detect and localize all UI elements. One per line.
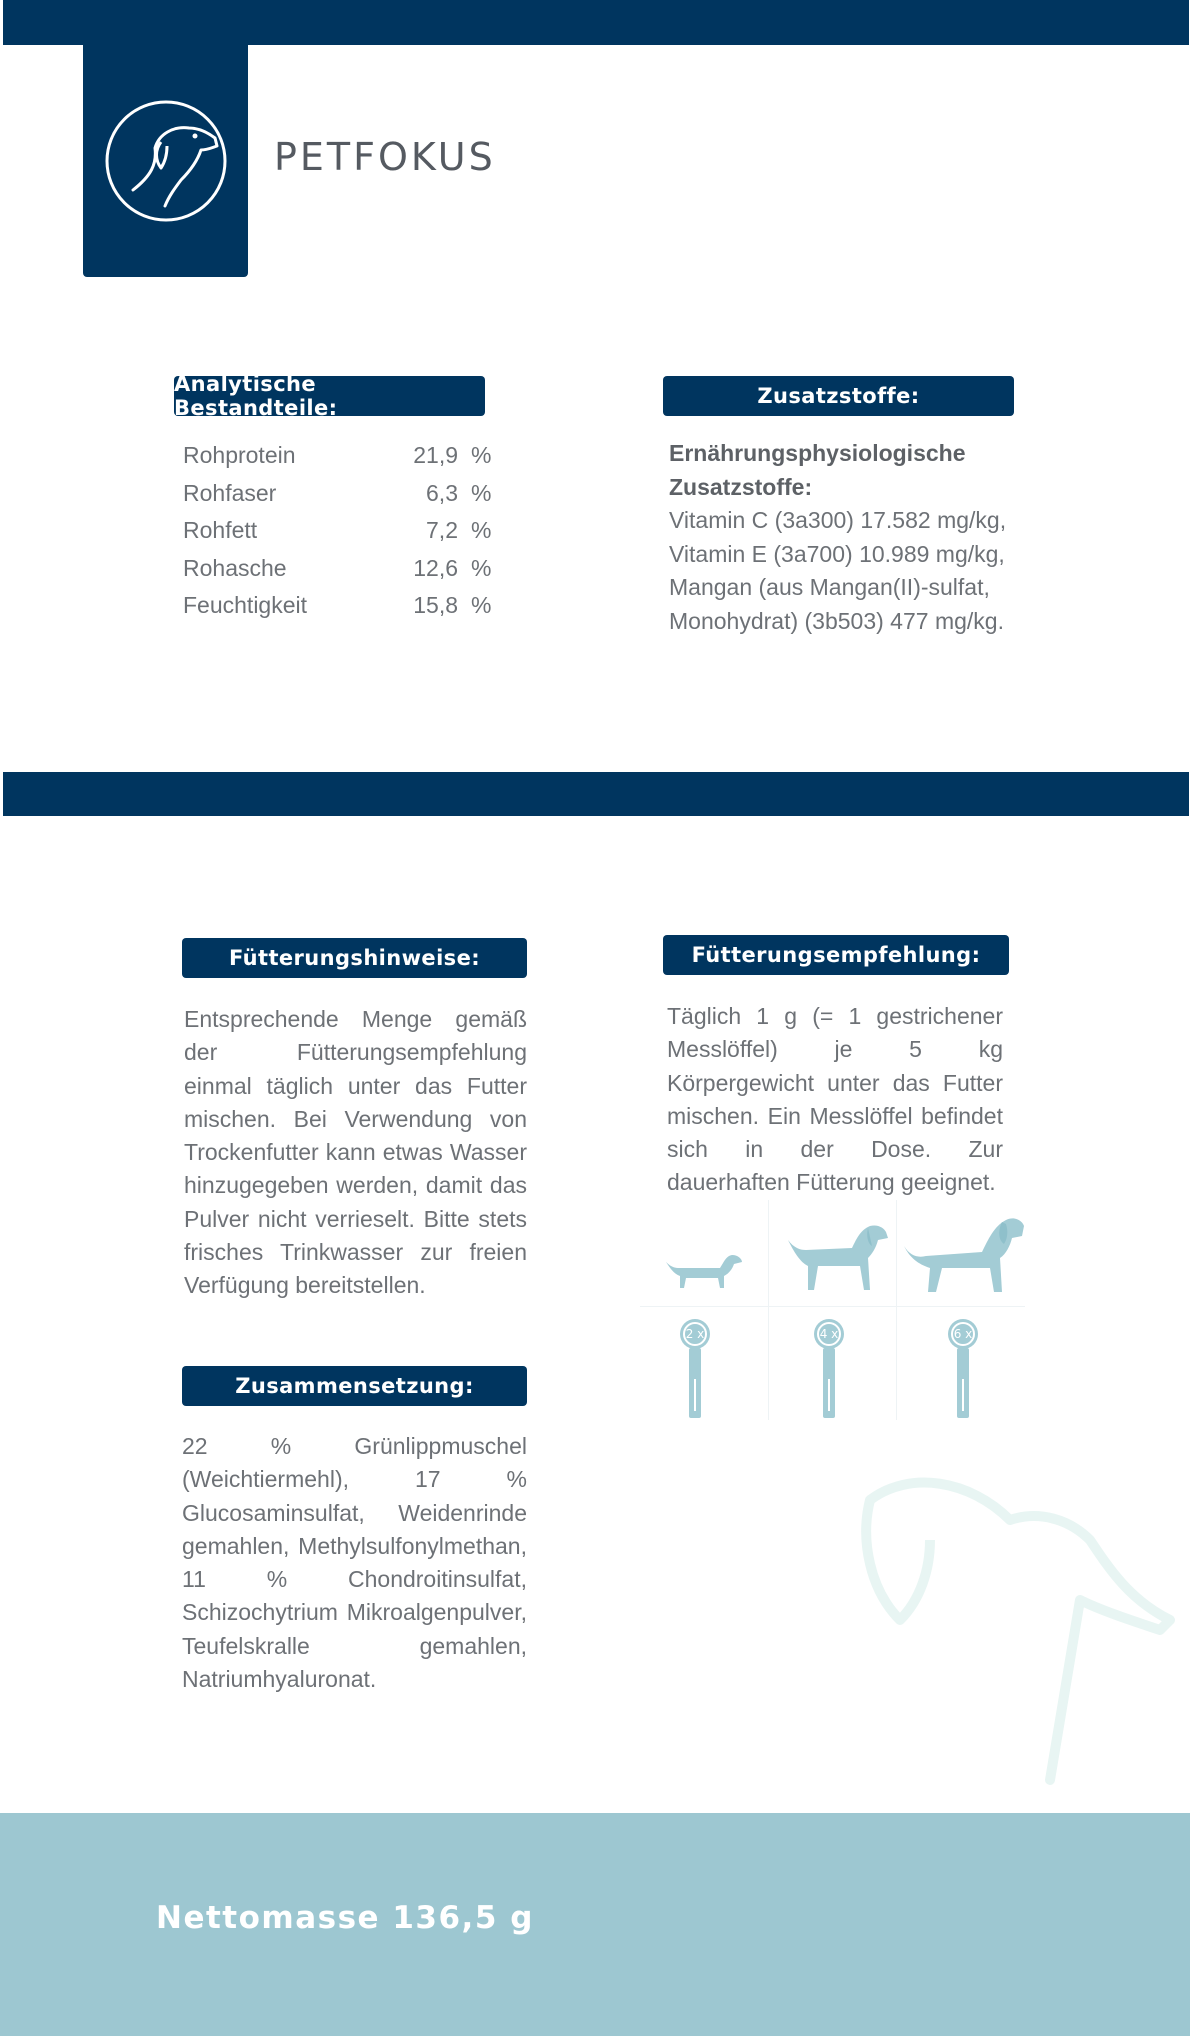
nutrient-value: 7,2	[426, 517, 458, 544]
composition-heading: Zusammensetzung:	[182, 1366, 527, 1406]
table-row	[183, 475, 503, 513]
analytical-heading: Analytische Bestandteile:	[174, 376, 485, 416]
nutrient-unit: %	[471, 592, 492, 619]
dose-label: 6 x	[953, 1327, 973, 1341]
table-row	[183, 587, 503, 625]
table-row	[183, 512, 503, 550]
feeding-recommendation-heading: Fütterungsempfehlung:	[663, 935, 1009, 975]
middle-band	[3, 772, 1189, 816]
nutrient-name: Rohfaser	[183, 479, 277, 506]
nutrient-unit: %	[471, 554, 492, 581]
additives-subheading: Ernährungsphysiologische Zusatzstoffe:	[669, 440, 966, 500]
composition-text: 22 % Grünlippmuschel (Weichtiermehl), 17 % Glucosaminsulfat, Weidenrinde gemahlen, Methylsulfonylmethan, 11 % Chondroitinsulfat, Schizochytrium Mikroalgenpulver, Teufelskralle gemahlen, Natriumhyaluronat.	[182, 1433, 527, 1693]
net-weight: Nettomasse 136,5 g	[156, 1900, 534, 1936]
nutrient-name: Rohprotein	[183, 442, 296, 469]
medium-dog-icon	[786, 1222, 890, 1294]
brand-name: PETFOKUS	[274, 135, 496, 179]
feeding-notes-heading: Fütterungshinweise:	[182, 938, 527, 978]
analytical-table	[183, 437, 503, 625]
nutrient-unit: %	[471, 479, 492, 506]
dosage-graphic	[640, 1200, 1025, 1420]
nutrient-value: 15,8	[413, 592, 458, 619]
nutrient-unit: %	[471, 442, 492, 469]
top-band	[3, 0, 1189, 45]
dose-label: 2 x	[685, 1327, 705, 1341]
additives-text: Vitamin C (3a300) 17.582 mg/kg, Vitamin E (3a700) 10.989 mg/kg, Mangan (aus Mangan(II)-sulfat, Monohydrat) (3b503) 477 mg/kg.	[669, 507, 1007, 634]
dog-logo-icon	[103, 98, 229, 224]
grid-divider	[768, 1200, 769, 1420]
small-dog-icon	[662, 1250, 744, 1292]
dose-label: 4 x	[819, 1327, 839, 1341]
nutrient-name: Feuchtigkeit	[183, 592, 308, 619]
nutrient-value: 12,6	[413, 554, 458, 581]
additives-heading: Zusatzstoffe:	[663, 376, 1014, 416]
nutrient-value: 6,3	[426, 479, 458, 506]
feeding-notes-text: Entsprechende Menge gemäß der Fütterungsempfehlung einmal täglich unter das Futter mischen. Bei Verwendung von Trockenfutter kann etwas Wasser hinzugegeben werden, damit das Pulver nicht verrieselt. Bitte stets frisches Trinkwasser zur freien Verfügung bereitstellen.	[184, 1006, 527, 1299]
grid-divider	[896, 1200, 897, 1420]
grid-divider	[640, 1306, 1025, 1307]
dog-watermark-icon	[850, 1460, 1180, 1790]
large-dog-icon	[902, 1212, 1026, 1296]
table-row	[183, 550, 503, 588]
nutrient-name: Rohasche	[183, 554, 287, 581]
logo-box	[83, 44, 248, 277]
nutrient-name: Rohfett	[183, 517, 258, 544]
nutrient-value: 21,9	[413, 442, 458, 469]
feeding-recommendation-text: Täglich 1 g (= 1 gestrichener Messlöffel) je 5 kg Körpergewicht unter das Futter mischen. Ein Messlöffel befindet sich in der Dose. Zur dauerhaften Fütterung geeignet.	[667, 1003, 1003, 1196]
nutrient-unit: %	[471, 517, 492, 544]
additives-block	[669, 437, 1039, 638]
table-row	[183, 437, 503, 475]
